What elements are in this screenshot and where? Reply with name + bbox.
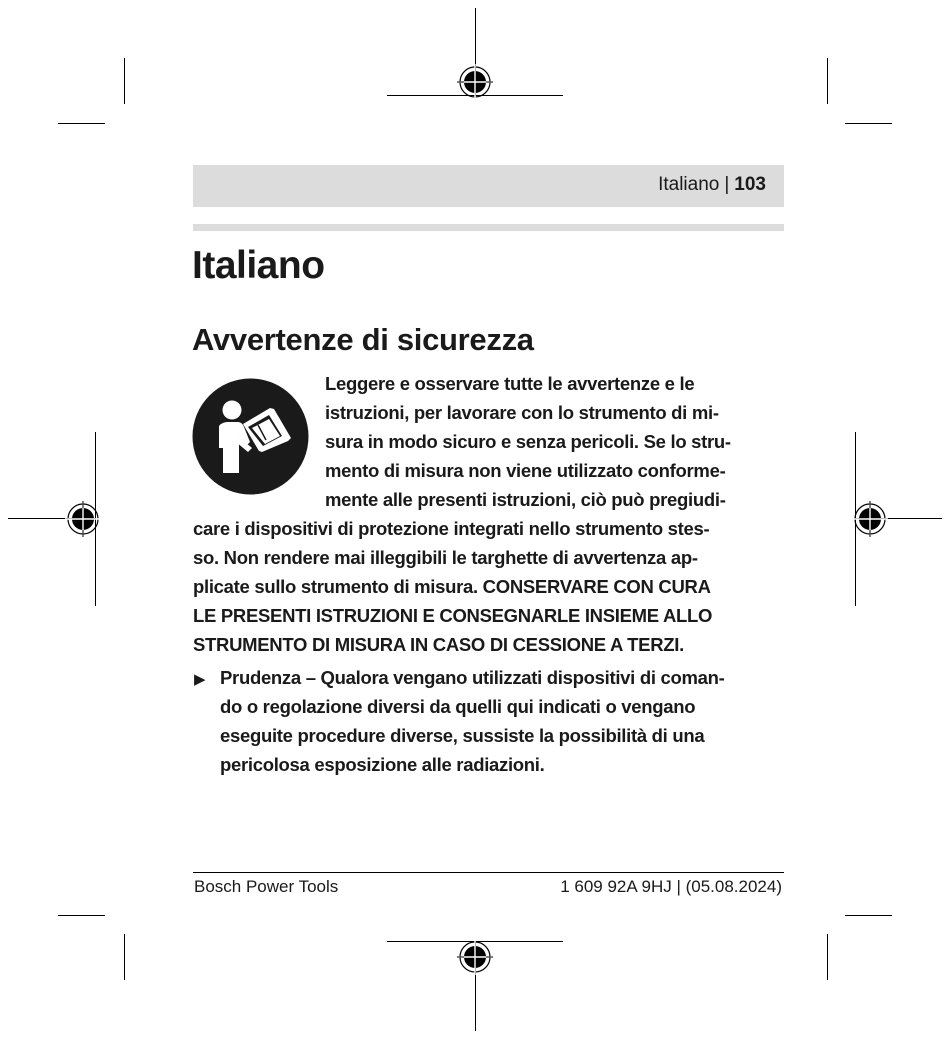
bullet-arrow-icon: ▶ xyxy=(194,671,206,688)
header-divider xyxy=(193,224,784,231)
footer-brand: Bosch Power Tools xyxy=(194,877,339,896)
read-manual-icon xyxy=(192,378,309,495)
footer-doc-id: 1 609 92A 9HJ | (05.08.2024) xyxy=(560,877,782,896)
header-separator: | xyxy=(724,174,730,195)
header-language: Italiano xyxy=(658,174,720,195)
intro-text-line: plicate sullo strumento di misura. CONSERVARE CON CURA xyxy=(193,576,711,597)
intro-text-line: STRUMENTO DI MISURA IN CASO DI CESSIONE A TERZI. xyxy=(193,634,684,655)
section-title: Avvertenze di sicurezza xyxy=(192,322,534,357)
intro-text-line: Leggere e osservare tutte le avvertenze e le xyxy=(325,373,695,394)
registration-mark-icon xyxy=(457,939,493,975)
header-text xyxy=(658,174,766,196)
page-number: 103 xyxy=(734,174,766,195)
intro-text-line: mente alle presenti istruzioni, ciò può pregiudi- xyxy=(325,489,726,510)
bullet-text-line: Prudenza – Qualora vengano utilizzati dispositivi di coman- xyxy=(220,667,725,688)
page-header xyxy=(193,165,784,207)
intro-text-line: LE PRESENTI ISTRUZIONI E CONSEGNARLE INSIEME ALLO xyxy=(193,605,713,626)
intro-text-line: istruzioni, per lavorare con lo strumento di mi- xyxy=(325,402,719,423)
bullet-text-line: pericolosa esposizione alle radiazioni. xyxy=(220,754,545,775)
registration-mark-icon xyxy=(65,501,101,537)
registration-mark-icon xyxy=(457,64,493,100)
intro-text-line: sura in modo sicuro e senza pericoli. Se lo stru- xyxy=(325,431,731,452)
intro-text-line: so. Non rendere mai illeggibili le targhette di avvertenza ap- xyxy=(193,547,698,568)
registration-mark-icon xyxy=(852,501,888,537)
intro-text-line: mento di misura non viene utilizzato conforme- xyxy=(325,460,726,481)
footer-divider xyxy=(193,872,784,873)
intro-text-line: care i dispositivi di protezione integrati nello strumento stes- xyxy=(193,518,710,539)
bullet-text-line: do o regolazione diversi da quelli qui indicati o vengano xyxy=(220,696,696,717)
bullet-text-line: eseguite procedure diverse, sussiste la possibilità di una xyxy=(220,725,705,746)
page-title: Italiano xyxy=(192,244,325,287)
